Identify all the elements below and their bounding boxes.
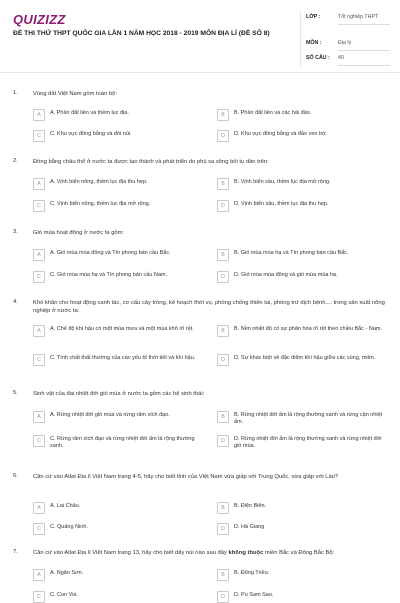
question-text: Khó khăn cho hoạt động canh tác, cơ cấu cây trồng, kế hoạch thời vụ, phòng chống thiên tai, phòng trừ dịch bệnh.... trong sản xuất nông nghiệp ở nước ta: — [33, 300, 385, 314]
option-text: C. Quảng Ninh. — [50, 524, 88, 530]
option-text: D. Vịnh biển sâu, thềm lục địa thu hẹp. — [234, 201, 329, 207]
option-text: A. Chế độ khí hậu có một mùa mưa và một mùa khô rõ rệt. — [50, 326, 194, 332]
option-text: C. Vịnh biển nông, thềm lục địa mở rộng. — [50, 201, 151, 207]
option-letter-box: C — [33, 271, 45, 283]
option-text: C. Con Voi. — [50, 592, 78, 598]
option-text: B. Phần đất liền và các hải đảo. — [234, 110, 312, 116]
option-letter-box: A — [33, 569, 45, 581]
question-text: Căn cứ vào Atlat Địa lí Việt Nam trang 4-5, hãy cho biết tỉnh của Việt Nam vừa giáp với Trung Quốc, vừa giáp với Lào? — [33, 474, 339, 480]
option-text: D. Khu vực đồng bằng và đảo ven bờ. — [234, 131, 328, 137]
option-text: A. Rừng nhiệt đới gió mùa và rừng răm xích đạo. — [50, 412, 170, 418]
option-letter-box: C — [33, 130, 45, 142]
question-number: 1. — [13, 90, 18, 96]
question-number: 2. — [13, 158, 18, 164]
option-letter-box: C — [33, 435, 45, 447]
option-text: B. Đông Triều. — [234, 570, 270, 576]
option-letter-box: B — [217, 249, 229, 261]
option-text: A. Phần đất liền và thềm lục địa. — [50, 110, 129, 116]
meta-value: Tốt nghiệp THPT — [338, 14, 390, 25]
option-letter-box: D — [217, 435, 229, 447]
option-letter-box: C — [33, 591, 45, 603]
option-text: C. Rừng răm xích đạo và rừng nhiệt đới ẩm lá rộng thường xanh. — [50, 436, 195, 450]
question-text-emphasis: không thuộc — [228, 550, 264, 556]
option-letter-box: B — [217, 502, 229, 514]
option-text: B. Điện Biên. — [234, 503, 267, 509]
quizizz-logo: QUIZIZZ — [13, 12, 66, 27]
option-text: B. Vịnh biển sâu, thềm lục địa mở rộng. — [234, 179, 331, 185]
meta-value: 40 — [338, 55, 390, 66]
option-text: B. Rừng nhiệt đới ẩm lá rộng thường xanh và rừng cận nhiệt ẩm. — [234, 412, 383, 426]
option-letter-box: B — [217, 569, 229, 581]
question-text-part: miền Bắc và Đông Bắc Bộ: — [263, 550, 335, 556]
option-letter-box: C — [33, 523, 45, 535]
option-text: A. Lai Châu. — [50, 503, 81, 509]
option-text: B. Gió mùa mùa hạ và Tín phong bán cầu Bắc. — [234, 250, 349, 256]
option-letter-box: C — [33, 354, 45, 366]
option-letter-box: A — [33, 325, 45, 337]
option-letter-box: B — [217, 411, 229, 423]
question-text — [33, 549, 388, 557]
option-text: C. Tính chất thất thường của các yếu tố thời tiết và khí hậu. — [50, 355, 196, 361]
option-text: A. Vịnh biển nông, thềm lục địa thu hẹp. — [50, 179, 148, 185]
option-letter-box: D — [217, 200, 229, 212]
question-number: 5. — [13, 390, 18, 396]
option-letter-box: D — [217, 523, 229, 535]
question-text: Đồng bằng châu thổ ở nước ta được tạo thành và phát triển do phù sa sông bồi tụ dần trên: — [33, 159, 269, 165]
option-text: C. Gió mùa mùa hạ và Tín phong bán cầu Nam. — [50, 272, 167, 278]
option-letter-box: B — [217, 109, 229, 121]
question-text-part: Căn cứ vào Atlat Địa lí Việt Nam trang 13, hãy cho biết dãy núi nào sau đây — [33, 550, 229, 556]
option-letter-box: A — [33, 411, 45, 423]
question-number: 4. — [13, 299, 18, 305]
option-text: A. Ngân Sơn. — [50, 570, 84, 576]
option-text: D. Pu Sam Sao. — [234, 592, 274, 598]
worksheet-title: ĐỀ THI THỬ THPT QUỐC GIA LẦN 1 NĂM HỌC 2018 - 2019 MÔN ĐỊA LÍ (ĐỀ SỐ 8) — [13, 30, 270, 37]
option-text: A. Gió mùa mùa đông và Tín phong bán cầu Bắc. — [50, 250, 171, 256]
question-number: 6. — [13, 473, 18, 479]
option-letter-box: A — [33, 178, 45, 190]
question-text: Vùng đất Việt Nam gồm toàn bộ: — [33, 91, 118, 97]
option-text: D. Hà Giang — [234, 524, 265, 530]
header-divider — [300, 10, 301, 68]
option-text: D. Sự khác biệt về đặc điểm khí hậu giữa các vùng, miền. — [234, 355, 376, 361]
option-letter-box: D — [217, 130, 229, 142]
option-letter-box: B — [217, 178, 229, 190]
option-letter-box: C — [33, 200, 45, 212]
question-text: Gió mùa hoạt động ở nước ta gồm: — [33, 230, 125, 236]
option-text: D. Rừng nhiệt đới ẩm lá rộng thường xanh và rừng nhiệt đới gió mùa. — [234, 436, 382, 450]
option-letter-box: A — [33, 109, 45, 121]
option-text: B. Nền nhiệt độ có sự phân hóa rõ rệt theo chiều Bắc - Nam. — [234, 326, 382, 332]
option-text: C. Khu vực đồng bằng và đồi núi. — [50, 131, 132, 137]
option-letter-box: B — [217, 325, 229, 337]
meta-label: LỚP : — [306, 14, 321, 20]
question-text: Sinh vật của đai nhiệt đới gió mùa ở nước ta gồm các hệ sinh thái: — [33, 391, 205, 397]
meta-label: SỐ CÂU : — [306, 55, 330, 61]
meta-label: MÔN : — [306, 40, 322, 46]
worksheet-header — [0, 0, 400, 73]
question-number: 3. — [13, 229, 18, 235]
question-number: 7. — [13, 549, 18, 555]
option-letter-box: D — [217, 354, 229, 366]
option-letter-box: D — [217, 271, 229, 283]
option-text: D. Gió mùa mùa đông và gió mùa mùa hạ. — [234, 272, 338, 278]
option-letter-box: A — [33, 502, 45, 514]
option-letter-box: D — [217, 591, 229, 603]
meta-value: Địa lý — [338, 40, 390, 51]
option-letter-box: A — [33, 249, 45, 261]
